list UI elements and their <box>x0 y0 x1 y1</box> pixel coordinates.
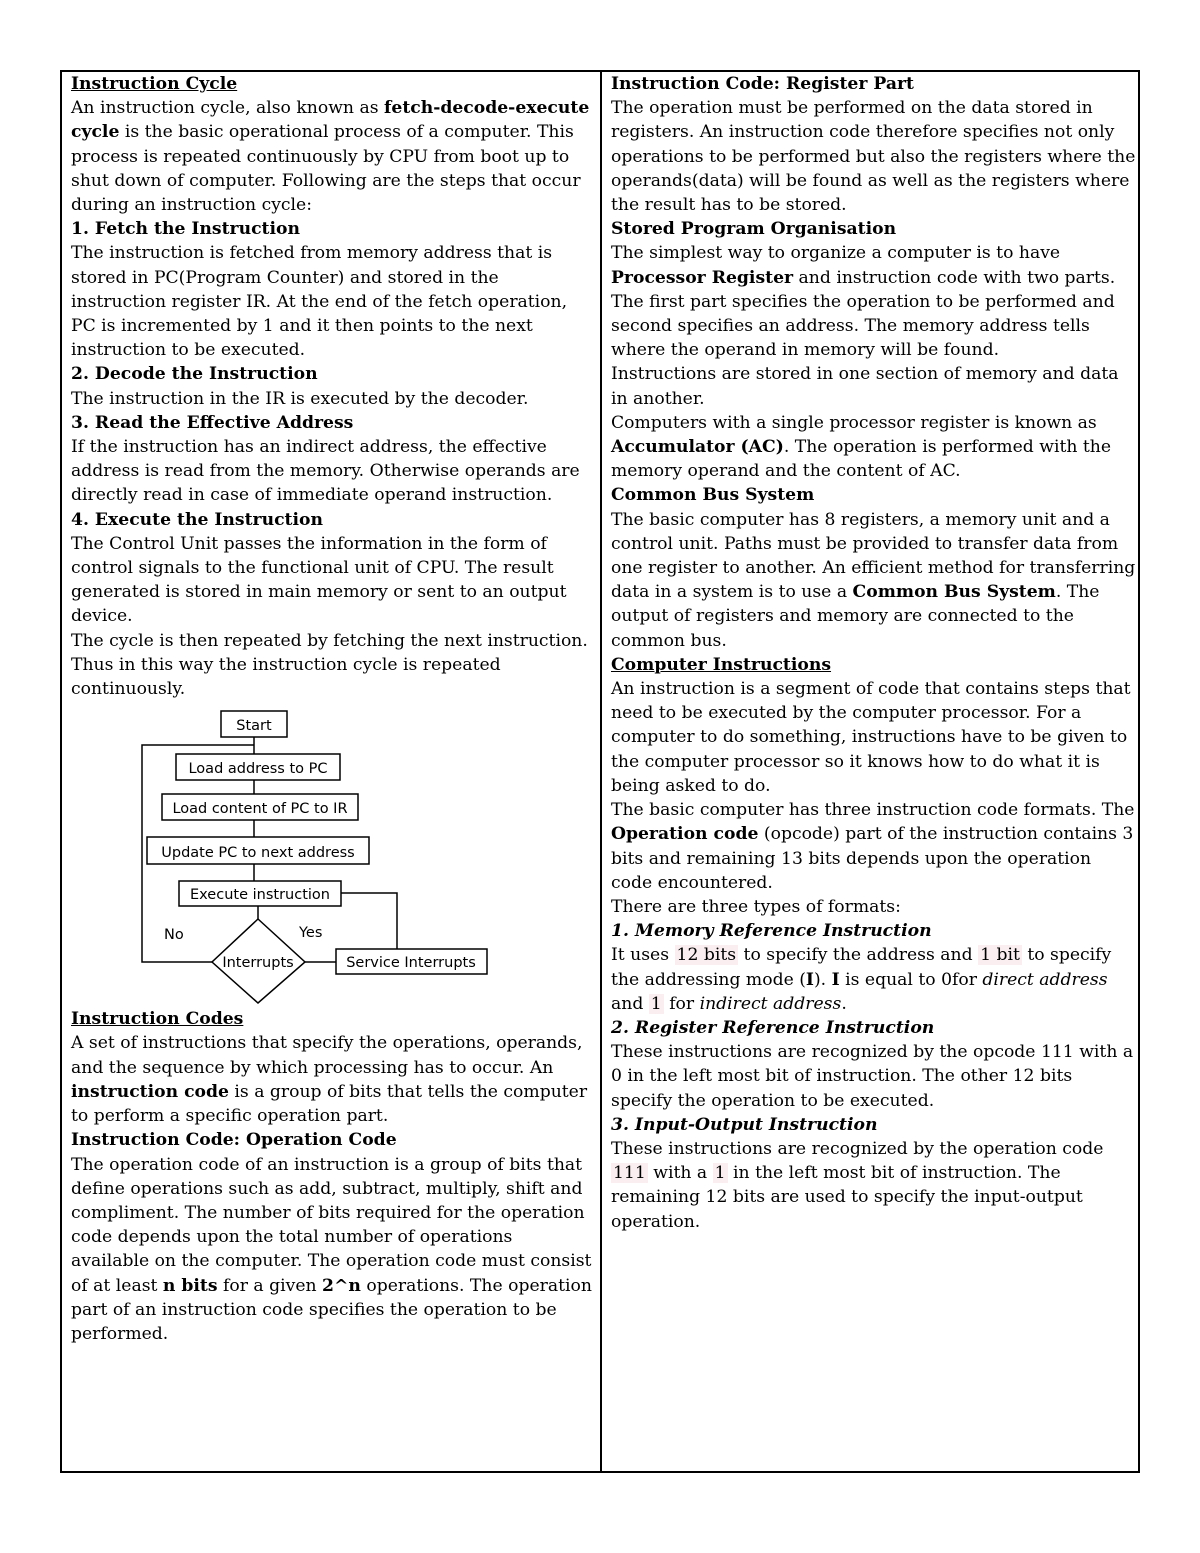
mem-text-c: to specify the addressing mode ( <box>611 945 1112 990</box>
io-highlight-1: 111 <box>613 1163 646 1184</box>
io-text-a: These instructions are recognized by the operation code <box>611 1138 1104 1159</box>
opcode-text-b: for a given <box>217 1275 323 1296</box>
common-bus-body <box>611 508 1136 653</box>
bus-text-a: The basic computer has 8 registers, a memory unit and a control unit. Paths must be provided to transfer data from one register to another. An efficient method for transferring data in a system is to use a <box>611 509 1136 603</box>
mem-bold-i: I <box>805 969 814 990</box>
io-instruction-body <box>611 1137 1136 1234</box>
stored-program-body-1 <box>611 241 1136 362</box>
opcode-text-c: operations. The operation part of an instruction code specifies the operation to be performed. <box>71 1275 592 1344</box>
ci-text-b1: The basic computer has three instruction code formats. The <box>611 800 1135 821</box>
mem-text-a: It uses <box>611 945 675 966</box>
step-4-body: The Control Unit passes the information in the form of control signals to the functional unit of CPU. The result generated is stored in main memory or sent to an output device. <box>71 533 567 627</box>
right-column <box>611 72 1136 1234</box>
column-divider <box>600 72 602 1471</box>
cycle-end-text: The cycle is then repeated by fetching the next instruction. Thus in this way the instruction cycle is repeated continuously. <box>71 630 588 700</box>
interrupts-label: Interrupts <box>222 955 294 972</box>
mem-bold-i2: I <box>831 969 840 990</box>
bus-text-b: . The output of registers and memory are connected to the common bus. <box>611 582 1100 651</box>
stored-bold-2: Accumulator (AC) <box>611 437 784 458</box>
io-instruction-heading: 3. Input-Output Instruction <box>611 1114 878 1135</box>
opcode-bold-1: n bits <box>162 1275 218 1296</box>
instruction-codes-body <box>71 1031 593 1128</box>
computer-instructions-heading: Computer Instructions <box>611 654 832 675</box>
stored-bold-1: Processor Register <box>611 267 794 288</box>
step-4-heading: 4. Execute the Instruction <box>71 509 323 530</box>
stored-program-body-2: Instructions are stored in one section of memory and data in another. <box>611 364 1119 409</box>
instruction-cycle-flowchart <box>101 705 521 1005</box>
codes-text-b: is a group of bits that tells the computer to perform a specific operation part. <box>71 1081 588 1127</box>
service-label: Service Interrupts <box>346 955 476 972</box>
codes-bold: instruction code <box>71 1081 229 1102</box>
common-bus-heading: Common Bus System <box>611 485 815 506</box>
load-address-label: Load address to PC <box>188 761 328 778</box>
step-2-heading: 2. Decode the Instruction <box>71 364 318 385</box>
memory-reference-body <box>611 943 1136 1016</box>
intro-text-b: is the basic operational process of a computer. This process is repeated continuously by CPU from boot up to shut down of computer. Following are the steps that occur during an instruction cycle: <box>71 122 581 216</box>
mem-text-d: ). <box>813 969 832 990</box>
yes-label: Yes <box>299 925 323 942</box>
mem-text-h: . <box>841 993 847 1014</box>
step-1-heading: 1. Fetch the Instruction <box>71 219 300 240</box>
io-text-c: in the left most bit of instruction. The remaining 12 bits are used to specify the input-output operation. <box>611 1163 1083 1232</box>
mem-highlight-2: 1 bit <box>980 945 1020 966</box>
stored-text-b: and instruction code with two parts. The first part specifies the operation to be performed and second specifies an address. The memory address tells where the operand in memory will be found. <box>611 267 1116 361</box>
instruction-cycle-intro <box>71 96 593 217</box>
register-part-body: The operation must be performed on the data stored in registers. An instruction code therefore specifies not only operations to be performed but also the registers where the operands(data) will be found as well as the registers where the result has to be stored. <box>611 98 1136 216</box>
computer-instructions-body-3: There are three types of formats: <box>611 896 901 917</box>
stored-program-body-3 <box>611 411 1136 484</box>
intro-bold: fetch-decode-execute cycle <box>71 98 590 143</box>
step-1-body: The instruction is fetched from memory address that is stored in PC(Program Counter) and stored in the instruction register IR. At the end of the fetch operation, PC is incremented by 1 and it then points to the next instruction to be executed. <box>71 243 568 361</box>
codes-text-a: A set of instructions that specify the operations, operands, and the sequence by which processing has to occur. An <box>71 1033 583 1078</box>
left-column <box>71 72 593 1346</box>
mem-highlight-1: 12 bits <box>676 945 737 966</box>
mem-italic-1: direct address <box>982 969 1108 990</box>
io-highlight-2: 1 <box>714 1163 726 1184</box>
step-3-body: If the instruction has an indirect address, the effective address is read from the memory. Otherwise operands are directly read in case of immediate operand instruction. <box>71 437 580 506</box>
register-reference-body: These instructions are recognized by the opcode 111 with a 0 in the left most bit of instruction. The other 12 bits specify the operation to be executed. <box>611 1042 1134 1111</box>
mem-text-e: is equal to 0for <box>839 969 983 990</box>
stored-text-a: The simplest way to organize a computer is to have <box>611 243 1061 264</box>
load-content-label: Load content of PC to IR <box>172 801 348 818</box>
mem-highlight-3: 1 <box>650 993 662 1014</box>
computer-instructions-body-2 <box>611 798 1136 895</box>
mem-text-b: to specify the address and <box>738 945 979 966</box>
computer-instructions-body-1: An instruction is a segment of code that contains steps that need to be executed by the computer processor. For a computer to do something, instructions have to be given to the computer processor so it knows how to do what it is being asked to do. <box>611 679 1131 796</box>
execute-label: Execute instruction <box>190 887 330 904</box>
memory-reference-heading: 1. Memory Reference Instruction <box>611 921 932 942</box>
stored-text-d: Computers with a single processor register is known as <box>611 412 1097 433</box>
no-label: No <box>164 927 184 944</box>
page-table <box>60 70 1140 1473</box>
instruction-codes-heading: Instruction Codes <box>71 1009 244 1030</box>
operation-code-heading: Instruction Code: Operation Code <box>71 1130 397 1151</box>
opcode-text-a: The operation code of an instruction is a group of bits that define operations such as add, subtract, multiply, shift and compliment. The number of bits required for the operation code depends upon the total number of operations available on the computer. The operation code must consist of at least <box>71 1154 592 1296</box>
ci-bold: Operation code <box>611 824 759 845</box>
register-reference-heading: 2. Register Reference Instruction <box>611 1017 935 1038</box>
mem-italic-2: indirect address <box>699 993 842 1014</box>
mem-text-g: for <box>663 993 700 1014</box>
flowchart-svg <box>101 705 521 1005</box>
operation-code-body <box>71 1153 593 1347</box>
intro-text-a: An instruction cycle, also known as <box>71 98 384 119</box>
opcode-bold-2: 2^n <box>322 1275 361 1296</box>
start-label: Start <box>236 718 272 735</box>
instruction-cycle-heading: Instruction Cycle <box>71 74 238 94</box>
register-part-heading: Instruction Code: Register Part <box>611 74 914 94</box>
ci-text-b2: (opcode) part of the instruction contains 3 bits and remaining 13 bits depends upon the operation code encountered. <box>611 824 1134 893</box>
update-pc-label: Update PC to next address <box>161 845 355 862</box>
bus-bold: Common Bus System <box>852 582 1056 603</box>
stored-program-heading: Stored Program Organisation <box>611 219 897 240</box>
io-text-b: with a <box>647 1163 713 1184</box>
mem-text-f: and <box>611 993 649 1014</box>
step-3-heading: 3. Read the Effective Address <box>71 412 354 433</box>
stored-text-e: . The operation is performed with the memory operand and the content of AC. <box>611 437 1112 482</box>
step-2-body: The instruction in the IR is executed by the decoder. <box>71 388 529 409</box>
